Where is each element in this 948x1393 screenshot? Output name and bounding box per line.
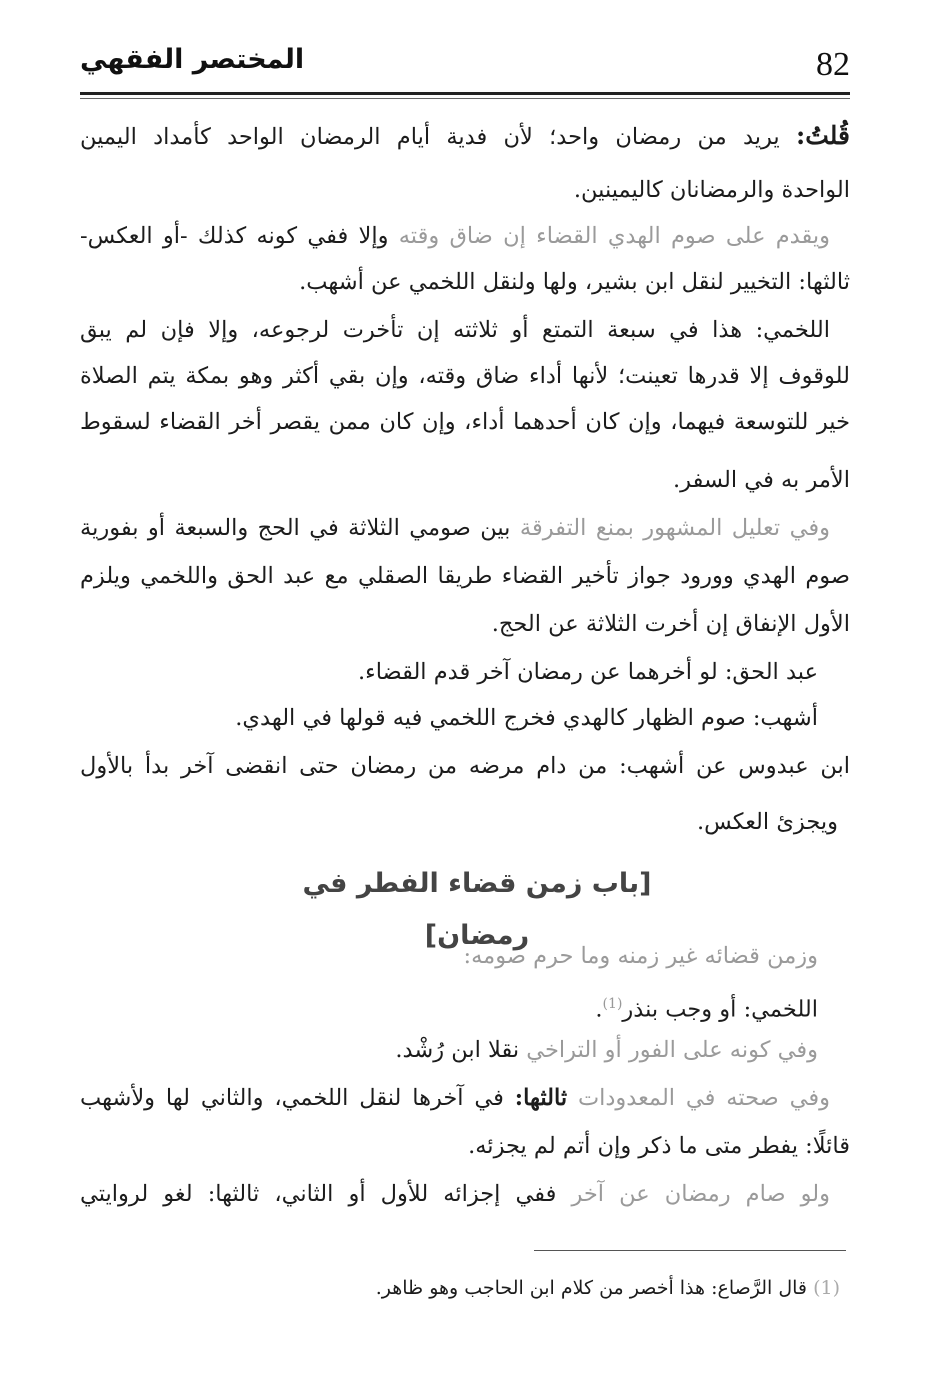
footnote-ref-marker: (1): [602, 996, 623, 1012]
text-line-4: ثالثها: التخيير لنقل ابن بشير، ولها ولنقل اللخمي عن أشهب.: [299, 269, 850, 295]
thalithuha-marker: ثالثها:: [514, 1085, 568, 1111]
footnote-number: (1): [813, 1277, 840, 1299]
running-title: المختصر الفقهي: [80, 44, 305, 75]
text-line-11: الأول الإنفاق إن أخرت الثلاثة عن الحج.: [491, 611, 850, 637]
faded-text: ولو صام رمضان عن آخر: [571, 1181, 831, 1207]
page-number: 82: [816, 46, 850, 83]
qultu-marker: قُلتُ:: [795, 121, 850, 150]
line-text-end: .: [595, 996, 603, 1023]
text-line-9: [80, 508, 830, 548]
line-text: نقلا ابن رُشْد.: [395, 1037, 520, 1063]
text-line-17: [595, 984, 818, 1030]
text-line-5: اللخمي: هذا في سبعة التمتع أو ثلاثته إن تأخرت لرجوعه، وإلا فإن لم يبق: [80, 317, 830, 343]
text-line-12: عبد الحق: لو أخرهما عن رمضان آخر قدم القضاء.: [357, 659, 818, 685]
text-line-7: خير للتوسعة فيهما، وإن كان أحدهما أداء، وإن كان ممن يقصر أخر القضاء لسقوط: [80, 409, 850, 435]
text-line-8: الأمر به في السفر.: [673, 467, 850, 493]
footnote-rule: [534, 1250, 846, 1251]
text-line-16: وزمن قضائه غير زمنه وما حرم صومه:: [463, 943, 818, 969]
text-line-3: [80, 216, 830, 256]
text-line-14: ابن عبدوس عن أشهب: من دام مرضه من رمضان حتى انقضى آخر بدأ بالأول: [80, 753, 850, 779]
text-line-2: الواحدة والرمضانان كاليمينين.: [573, 177, 850, 203]
text-line-10: صوم الهدي وورود جواز تأخير القضاء طريقا الصقلي مع عبد الحق واللخمي ويلزم: [80, 563, 850, 589]
text-line-19: [80, 1078, 830, 1118]
line-text: بين صومي الثلاثة في الحج والسبعة أو بفورية: [80, 515, 511, 541]
header-rule: [80, 92, 850, 95]
faded-text: وفي تعليل المشهور بمنع التفرقة: [519, 515, 830, 541]
line-text: وإلا ففي كونه كذلك -أو العكس-: [80, 223, 389, 249]
footnote-text: قال الرَّصاع: هذا أخصر من كلام ابن الحاجب وهو ظاهر.: [375, 1277, 808, 1299]
text-line-21: [80, 1174, 830, 1214]
text-line-6: للوقوف إلا قدرها تعينت؛ لأنها أداء ضاق وقته، وإن بقي أكثر وهو بمكة يتم الصلاة: [80, 363, 850, 389]
faded-text: ويقدم على صوم الهدي القضاء إن ضاق وقته: [398, 223, 831, 249]
text-line-15: ويجزئ العكس.: [696, 809, 838, 835]
line-text: يريد من رمضان واحد؛ لأن فدية أيام الرمضان الواحد كأمداد اليمين: [80, 124, 780, 150]
text-line-1: [80, 116, 850, 157]
line-text: ففي إجزائه للأول أو الثاني، ثالثها: لغو لروايتي: [80, 1181, 557, 1207]
faded-text: وفي كونه على الفور أو التراخي: [526, 1037, 818, 1063]
footnote: [376, 1272, 840, 1304]
section-heading: [باب زمن قضاء الفطر في رمضان]: [302, 868, 652, 951]
text-line-13: أشهب: صوم الظهار كالهدي فخرج اللخمي فيه قولها في الهدي.: [235, 705, 818, 731]
text-line-18: [395, 1030, 818, 1070]
line-text: في آخرها لنقل اللخمي، والثاني لها ولأشهب: [80, 1085, 504, 1111]
line-text: اللخمي: أو وجب بنذر: [622, 996, 818, 1023]
text-line-20: قائلًا: يفطر متى ما ذكر وإن أتم لم يجزئه.: [468, 1133, 850, 1159]
faded-text: وفي صحته في المعدودات: [577, 1085, 831, 1111]
header-rule-thin: [80, 98, 850, 99]
